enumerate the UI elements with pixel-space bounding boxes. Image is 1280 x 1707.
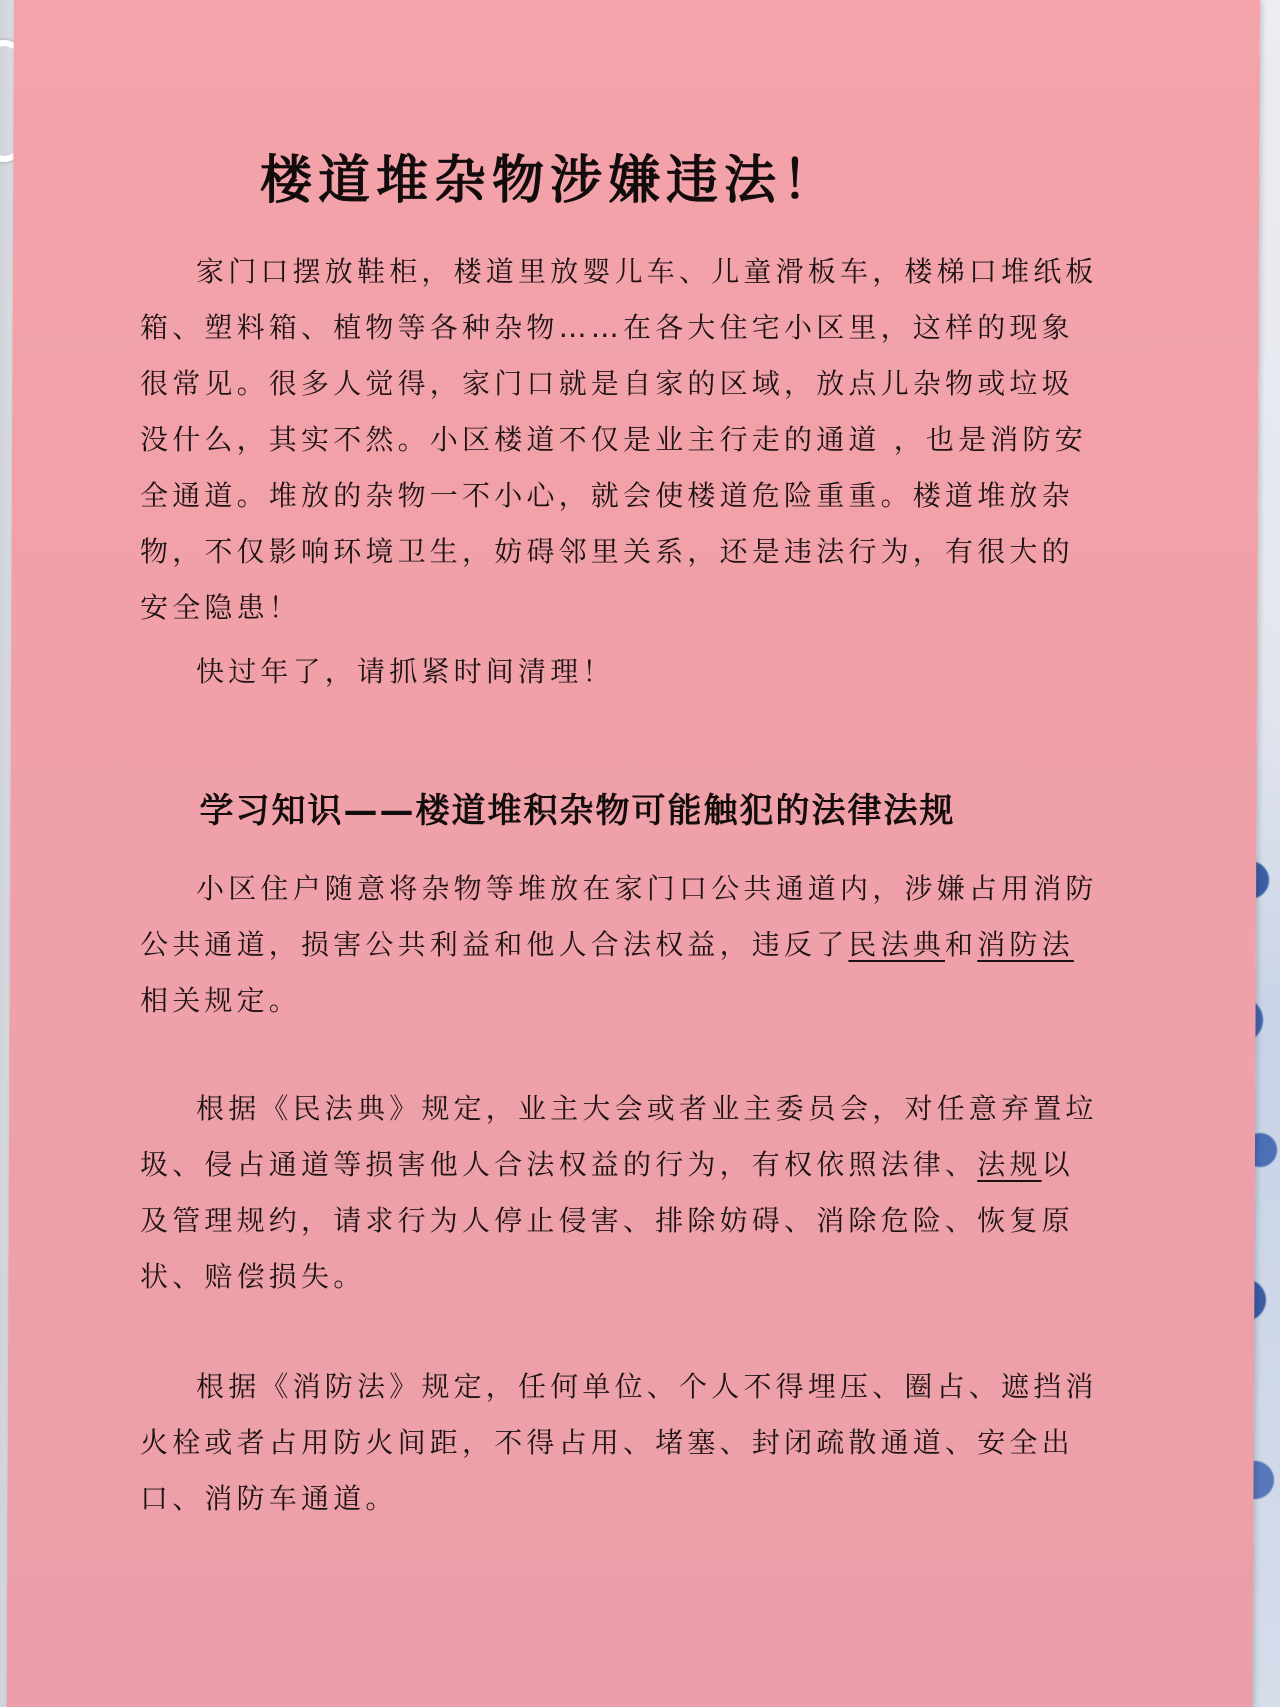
law-intro-paragraph [140, 861, 1100, 1029]
civil-code-paragraph [140, 1081, 1100, 1305]
civil-code-text: 根据《民法典》规定，业主大会或者业主委员会，对任意弃置垃圾、侵占通道等损害他人合法权益的行为，有权依照法律、 [140, 1092, 1098, 1181]
civil-code-ending: 以及管理规约，请求行为人停止侵害、排除妨碍、消除危险、恢复原状、赔偿损失。 [140, 1148, 1074, 1293]
law-intro-connector: 和 [945, 928, 978, 961]
law-intro-text: 小区住户随意将杂物等堆放在家门口公共通道内，涉嫌占用消防公共通道，损害公共利益和他人合法权益，违反了 [140, 872, 1098, 961]
intro-paragraph: 家门口摆放鞋柜，楼道里放婴儿车、儿童滑板车，楼梯口堆纸板箱、塑料箱、植物等各种杂物……在各大住宅小区里，这样的现象很常见。很多人觉得，家门口就是自家的区域，放点儿杂物或垃圾没什么，其实不然。小区楼道不仅是业主行走的通道 ，也是消防安全通道。堆放的杂物一不小心，就会使楼道危险重重。楼道堆放杂物，不仅影响环境卫生，妨碍邻里关系，还是违法行为，有很大的安全隐患！ [140, 255, 1098, 624]
fire-law-paragraph: 根据《消防法》规定，任何单位、个人不得埋压、圈占、遮挡消火栓或者占用防火间距，不得占用、堵塞、封闭疏散通道、安全出口、消防车通道。 [140, 1370, 1098, 1515]
regulations-link[interactable]: 法规 [977, 1148, 1042, 1181]
fire-law-link[interactable]: 消防法 [977, 928, 1074, 961]
law-intro-ending: 相关规定。 [140, 984, 302, 1017]
reminder-paragraph: 快过年了，请抓紧时间清理！ [196, 655, 615, 688]
section-title: 学习知识——楼道堆积杂物可能触犯的法律法规 [199, 791, 956, 831]
civil-code-link[interactable]: 民法典 [848, 928, 946, 961]
notice-title: 楼道堆杂物涉嫌违法！ [259, 151, 840, 211]
